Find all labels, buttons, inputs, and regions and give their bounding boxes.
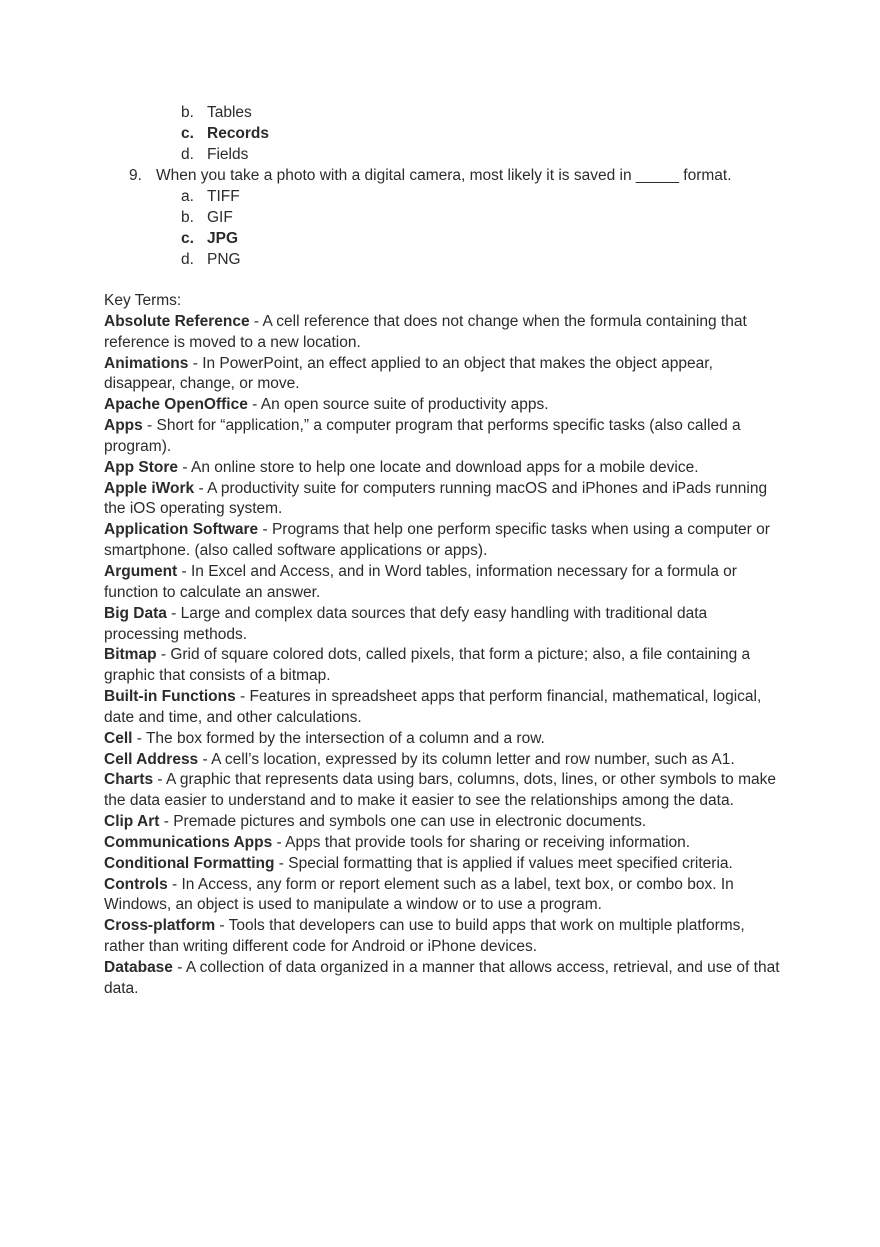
glossary-entry (104, 416, 780, 458)
term-name: Apple iWork (104, 479, 195, 497)
question-text: When you take a photo with a digital camera, most likely it is saved in _____ format. (156, 167, 732, 184)
term-definition: A cell reference that does not change when the formula containing that reference is moved to a new location. (104, 312, 747, 351)
term-definition: The box formed by the intersection of a column and a row. (145, 729, 545, 747)
question-number: 9. (129, 167, 142, 184)
glossary-entry (104, 479, 780, 521)
term-name: Absolute Reference (104, 312, 250, 330)
glossary-entry (104, 562, 780, 604)
option-text: GIF (207, 209, 233, 226)
option-text: PNG (207, 251, 241, 268)
term-name: Apache OpenOffice (104, 396, 248, 414)
glossary-entry (104, 458, 780, 479)
term-name: App Store (104, 458, 179, 476)
glossary-entry (104, 854, 780, 875)
term-separator: - (153, 771, 167, 789)
key-terms-section (104, 291, 780, 1000)
term-separator: - (188, 354, 203, 372)
glossary-entry (104, 354, 780, 396)
glossary-entry (104, 312, 780, 354)
term-name: Communications Apps (104, 833, 273, 851)
term-separator: - (249, 312, 263, 330)
glossary-entry (104, 395, 780, 416)
key-terms-heading: Key Terms: (104, 292, 182, 309)
term-separator: - (177, 562, 191, 580)
glossary-entry (104, 833, 780, 854)
term-separator: - (132, 729, 146, 747)
term-separator: - (156, 646, 171, 664)
option-text: TIFF (207, 188, 240, 205)
term-name: Cell (104, 729, 133, 747)
term-separator: - (178, 458, 191, 476)
term-definition: A collection of data organized in a manner that allows access, retrieval, and use of that data. (104, 959, 780, 997)
term-separator: - (159, 813, 174, 831)
term-definition: An open source suite of productivity apps. (260, 396, 549, 414)
term-name: Animations (104, 354, 189, 372)
term-name: Clip Art (104, 813, 160, 831)
term-name: Charts (104, 771, 154, 789)
term-name: Big Data (104, 604, 167, 622)
glossary-entry (104, 958, 780, 1000)
term-name: Bitmap (104, 646, 157, 664)
term-separator: - (142, 417, 157, 435)
term-name: Cell Address (104, 750, 199, 768)
term-separator: - (172, 959, 186, 976)
term-definition: Grid of square colored dots, called pixels, that form a picture; also, a file containing a graphic that consists of a bitmap. (104, 646, 751, 685)
term-separator: - (235, 688, 250, 706)
term-name: Conditional Formatting (104, 854, 275, 872)
glossary-entry (104, 770, 780, 812)
term-definition: Apps that provide tools for sharing or receiving information. (285, 833, 691, 851)
term-definition: A graphic that represents data using bars, columns, dots, lines, or other symbols to make the data easier to understand and to make it easier to see the relationships among the data. (104, 771, 777, 810)
term-separator: - (247, 396, 261, 414)
term-definition: Tools that developers can use to build apps that work on multiple platforms, rather than writing different code for Android or iPhone devices. (104, 917, 745, 956)
option-q9-d (181, 249, 241, 270)
option-letter: a. (181, 188, 194, 205)
term-separator: - (215, 917, 229, 935)
term-name: Apps (104, 417, 143, 435)
term-separator: - (272, 833, 286, 851)
term-definition: A cell’s location, expressed by its column letter and row number, such as A1. (211, 750, 735, 768)
term-definition: In PowerPoint, an effect applied to an object that makes the object appear, disappear, change, or move. (104, 354, 713, 393)
glossary-entry (104, 729, 780, 750)
option-q9-c-correct (181, 228, 238, 249)
option-letter: d. (181, 146, 194, 163)
option-letter: b. (181, 104, 194, 121)
term-separator: - (167, 875, 182, 893)
term-definition: Programs that help one perform specific tasks when using a computer or smartphone. (also called software applications or apps). (104, 521, 770, 560)
term-definition: An online store to help one locate and download apps for a mobile device. (190, 458, 699, 476)
option-letter: c. (181, 125, 194, 142)
term-name: Cross-platform (104, 917, 216, 935)
glossary-entry (104, 812, 780, 833)
term-separator: - (194, 479, 208, 497)
term-name: Application Software (104, 521, 259, 539)
term-separator: - (198, 750, 212, 768)
term-separator: - (166, 604, 181, 622)
glossary-entry (104, 750, 780, 771)
term-separator: - (274, 854, 289, 872)
option-text: Records (207, 125, 270, 142)
term-definition: A productivity suite for computers running macOS and iPhones and iPads running the iOS operating system. (104, 479, 768, 518)
term-name: Database (104, 959, 173, 976)
term-definition: In Access, any form or report element such as a label, text box, or combo box. In Windows, an object is used to manipulate a window or to use a program. (104, 875, 734, 914)
option-text: JPG (207, 230, 239, 247)
glossary-entry (104, 604, 780, 646)
term-name: Controls (104, 875, 168, 893)
term-separator: - (258, 521, 272, 539)
option-q9-b (181, 207, 233, 228)
option-letter: c. (181, 230, 194, 247)
glossary-entry (104, 687, 780, 729)
term-definition: Short for “application,” a computer program that performs specific tasks (also called a program). (104, 417, 741, 455)
glossary-entry (104, 916, 780, 958)
option-text: Fields (207, 146, 249, 163)
question-9 (129, 165, 732, 186)
term-definition: Large and complex data sources that defy easy handling with traditional data processing methods. (104, 604, 708, 643)
option-letter: d. (181, 251, 194, 268)
term-definition: Features in spreadsheet apps that perform financial, mathematical, logical, date and time, and other calculations. (104, 688, 762, 726)
glossary-entry (104, 520, 780, 562)
option-previous-d (181, 144, 248, 165)
term-name: Argument (104, 562, 178, 580)
option-q9-a (181, 186, 240, 207)
option-previous-b (181, 102, 252, 123)
term-definition: Premade pictures and symbols one can use in electronic documents. (173, 813, 647, 831)
option-previous-c-correct (181, 123, 269, 144)
option-text: Tables (207, 104, 252, 121)
glossary-entry (104, 645, 780, 687)
term-name: Built-in Functions (104, 688, 236, 706)
glossary-entry (104, 875, 780, 917)
term-definition: In Excel and Access, and in Word tables, information necessary for a formula or function to calculate an answer. (104, 562, 737, 601)
term-definition: Special formatting that is applied if values meet specified criteria. (288, 854, 733, 872)
option-letter: b. (181, 209, 194, 226)
